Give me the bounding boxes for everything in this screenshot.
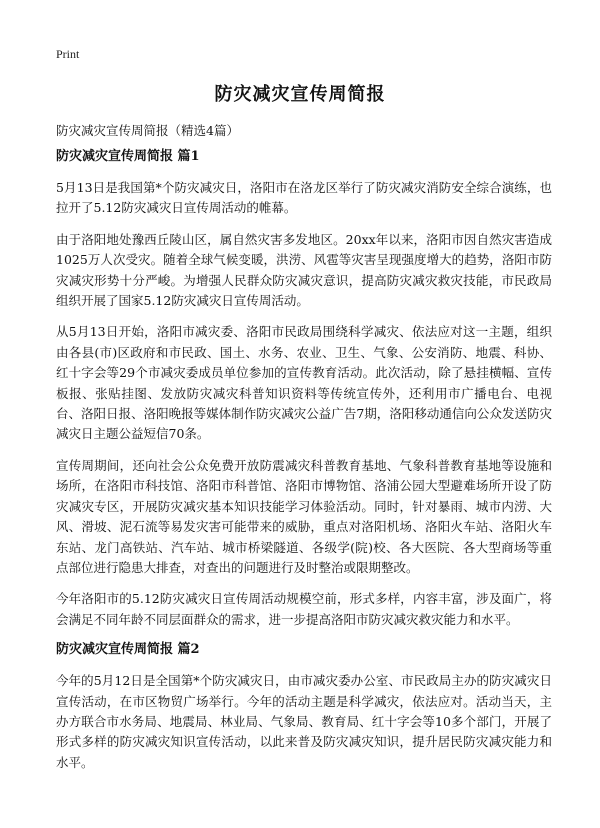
paragraph: 今年洛阳市的5.12防灾减灾日宣传周活动规模空前，形式多样，内容丰富，涉及面广，将会满足不同年龄不同层面群众的需求，进一步提高洛阳市防灾减灾救灾能力和水平。 — [56, 591, 552, 627]
paragraph: 由于洛阳地处豫西丘陵山区，属自然灾害多发地区。20xx年以来，洛阳市因自然灾害造成1025万人次受灾。随着全球气候变暖，洪涝、风雹等灾害呈现强度增大的趋势，洛阳市防灾减灾形势十分严峻。为增强人民群众防灾减灾意识，提高防灾减灾救灾技能，市民政局组织开展了国家5.12防灾减灾日宣传周活动。 — [56, 231, 552, 309]
document-body — [56, 148, 552, 784]
page-title: 防灾减灾宣传周简报 — [214, 84, 386, 105]
paragraph: 今年的5月12日是全国第*个防灾减灾日，由市减灾委办公室、市民政局主办的防灾减灾日宣传活动，在市区物贸广场举行。今年的活动主题是科学减灾，依法应对。活动当天，主办方联合市水务局、地震局、林业局、气象局、教育局、红十字会等10多个部门，开展了形式多样的防灾减灾知识宣传活动，以此来普及防灾减灾知识，提升居民防灾减灾能力和水平。 — [56, 673, 552, 770]
paragraph: 宣传周期间，还向社会公众免费开放防震减灾科普教育基地、气象科普教育基地等设施和场所，在洛阳市科技馆、洛阳市科普馆、洛阳市博物馆、洛浦公园大型避难场所开设了防灾减灾专区，开展防灾减灾基本知识技能学习体验活动。同时，针对暴雨、城市内涝、大风、滑坡、泥石流等易发灾害可能带来的威胁，重点对洛阳机场、洛阳火车站、洛阳火车东站、龙门高铁站、汽车站、城市桥梁隧道、各级学(院)校、各大医院、各大型商场等重点部位进行隐患大排查，对查出的问题进行及时整治或限期整改。 — [56, 457, 552, 575]
section-heading: 防灾减灾宣传周简报 篇2 — [56, 642, 200, 658]
paragraph: 从5月13日开始，洛阳市减灾委、洛阳市民政局围绕科学减灾、依法应对这一主题，组织由各县(市)区政府和市民政、国土、水务、农业、卫生、气象、公安消防、地震、科协、红十字会等29个市减灾委成员单位参加的宣传教育活动。此次活动，除了悬挂横幅、宣传板报、张贴挂图、发放防灾减灾科普知识资料等传统宣传外，还利用市广播电台、电视台、洛阳日报、洛阳晚报等媒体制作防灾减灾公益广告7期，洛阳移动通信向公众发送防灾减灾日主题公益短信70条。 — [56, 324, 552, 442]
section-heading: 防灾减灾宣传周简报 篇1 — [56, 149, 200, 164]
document-subtitle: 防灾减灾宣传周简报（精选4篇） — [56, 123, 239, 138]
print-link[interactable]: Print — [56, 47, 80, 61]
paragraph: 5月13日是我国第*个防灾减灾日，洛阳市在洛龙区举行了防灾减灾消防安全综合演练，也拉开了5.12防灾减灾日宣传周活动的帷幕。 — [56, 180, 552, 216]
